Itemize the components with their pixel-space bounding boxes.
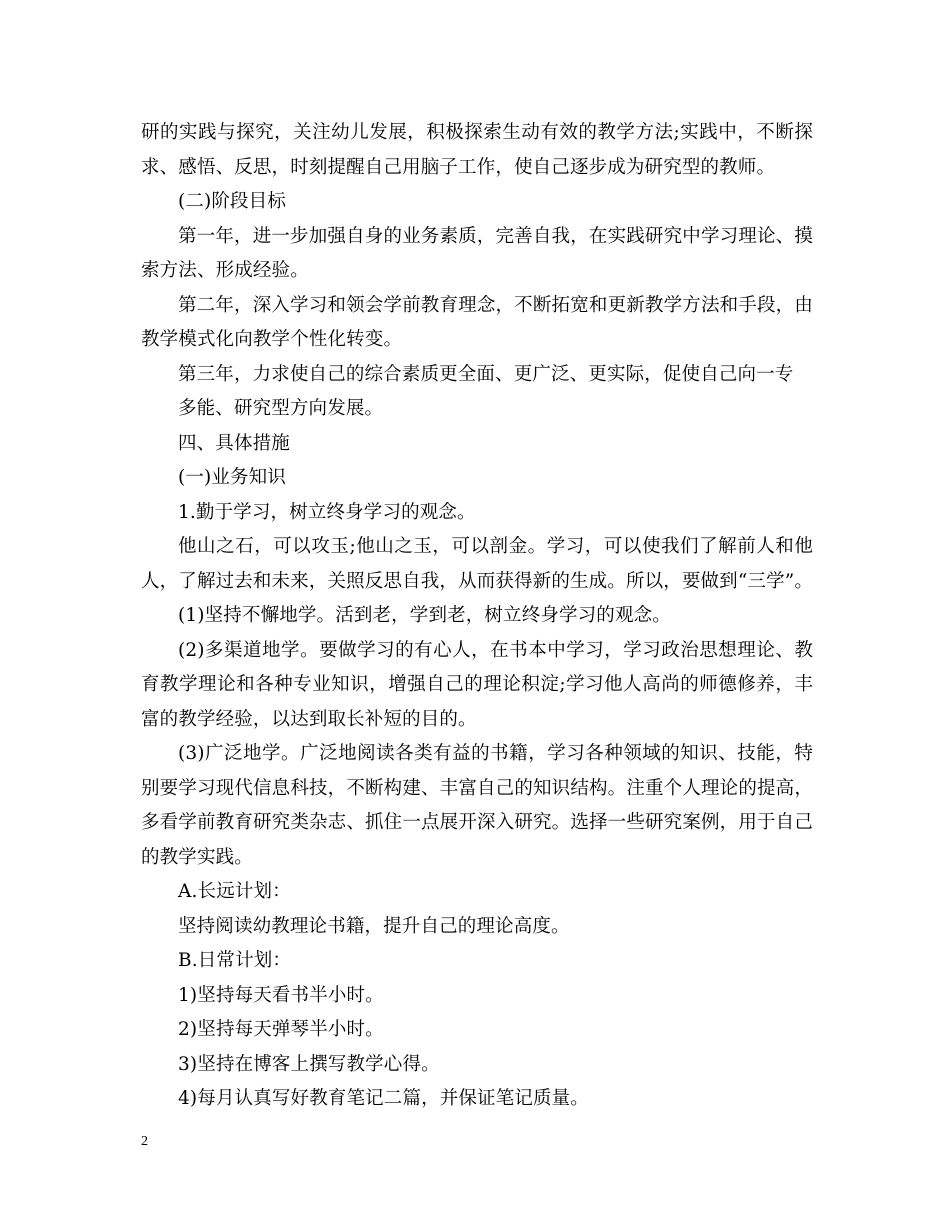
section-heading: 四、具体措施 xyxy=(178,432,290,454)
list-item: 4)每月认真写好教育笔记二篇，并保证笔记质量。 xyxy=(178,1088,589,1109)
paragraph-line: 研的实践与探究，关注幼儿发展，积极探索生动有效的教学方法;实践中，不断探 xyxy=(141,122,813,143)
list-item: 3)坚持在博客上撰写教学心得。 xyxy=(178,1053,440,1075)
paragraph-line: 索方法、形成经验。 xyxy=(141,260,309,281)
paragraph-line: 求、感悟、反思，时刻提醒自己用脑子工作，使自己逐步成为研究型的教师。 xyxy=(141,156,776,178)
page-number: 2 xyxy=(141,1134,148,1149)
paragraph-line: 1.勤于学习，树立终身学习的观念。 xyxy=(178,501,476,523)
paragraph-line: 第一年，进一步加强自身的业务素质，完善自我，在实践研究中学习理论、摸 xyxy=(178,225,813,247)
paragraph-line: 多能、研究型方向发展。 xyxy=(178,398,384,419)
paragraph-line: 育教学理论和各种专业知识，增强自己的理论积淀;学习他人高尚的师德修养，丰 xyxy=(141,674,813,695)
paragraph-line: 富的教学经验，以达到取长补短的目的。 xyxy=(141,708,477,730)
section-heading: A.长远计划： xyxy=(178,881,291,902)
paragraph-line: 人，了解过去和未来，关照反思自我，从而获得新的生成。所以，要做到“三学”。 xyxy=(141,570,813,592)
paragraph-line: 他山之石，可以攻玉;他山之玉，可以剖金。学习，可以使我们了解前人和他 xyxy=(178,536,813,557)
section-heading: (二)阶段目标 xyxy=(178,191,286,212)
paragraph-line: (3)广泛地学。广泛地阅读各类有益的书籍，学习各种领域的知识、技能，特 xyxy=(178,743,813,764)
document-body xyxy=(141,116,813,1117)
paragraph-line: 第二年，深入学习和领会学前教育理念，不断拓宽和更新教学方法和手段，由 xyxy=(178,294,813,316)
paragraph-line: 别要学习现代信息科技，不断构建、丰富自己的知识结构。注重个人理论的提高， xyxy=(141,777,813,799)
paragraph-line: 坚持阅读幼教理论书籍，提升自己的理论高度。 xyxy=(178,915,570,937)
section-heading: (一)业务知识 xyxy=(178,467,286,488)
paragraph-line: 第三年，力求使自己的综合素质更全面、更广泛、更实际，促使自己向一专 xyxy=(178,363,794,385)
list-item: 2)坚持每天弹琴半小时。 xyxy=(178,1019,384,1040)
paragraph-line: 多看学前教育研究类杂志、抓住一点展开深入研究。选择一些研究案例，用于自己 xyxy=(141,812,813,833)
section-heading: B.日常计划： xyxy=(178,950,292,971)
paragraph-line: (2)多渠道地学。要做学习的有心人，在书本中学习，学习政治思想理论、教 xyxy=(178,639,813,661)
paragraph-line: 教学模式化向教学个性化转变。 xyxy=(141,329,403,350)
paragraph-line: 的教学实践。 xyxy=(141,846,253,868)
list-item: 1)坚持每天看书半小时。 xyxy=(178,984,384,1006)
paragraph-line: (1)坚持不懈地学。活到老，学到老，树立终身学习的观念。 xyxy=(178,605,671,626)
